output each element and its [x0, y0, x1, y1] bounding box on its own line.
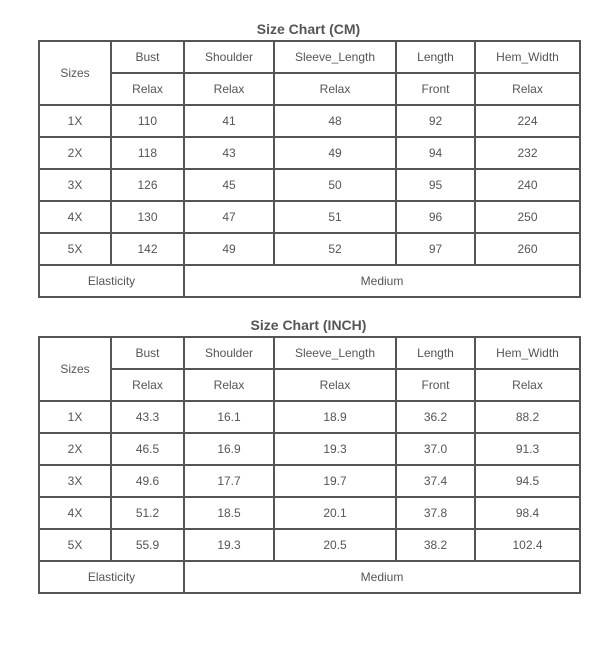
- table-row: [39, 105, 580, 137]
- sleeve-length-cell: 49: [274, 137, 396, 169]
- length-cell: 94: [396, 137, 475, 169]
- length-cell: 37.8: [396, 497, 475, 529]
- bust-subheader: Relax: [111, 73, 184, 105]
- size-cell: 1X: [39, 105, 111, 137]
- shoulder-cell: 41: [184, 105, 274, 137]
- bust-subheader: Relax: [111, 369, 184, 401]
- bust-header: Bust: [111, 41, 184, 73]
- hem-width-cell: 232: [475, 137, 580, 169]
- size-chart-inch: [38, 314, 579, 594]
- sleeve-length-cell: 51: [274, 201, 396, 233]
- size-cell: 2X: [39, 433, 111, 465]
- shoulder-cell: 17.7: [184, 465, 274, 497]
- length-subheader: Front: [396, 73, 475, 105]
- size-cell: 5X: [39, 529, 111, 561]
- length-cell: 92: [396, 105, 475, 137]
- size-cell: 5X: [39, 233, 111, 265]
- sleeve-length-cell: 20.5: [274, 529, 396, 561]
- size-cell: 2X: [39, 137, 111, 169]
- length-header: Length: [396, 41, 475, 73]
- hem-width-cell: 250: [475, 201, 580, 233]
- hem-width-cell: 102.4: [475, 529, 580, 561]
- elasticity-value: Medium: [184, 561, 580, 593]
- shoulder-cell: 43: [184, 137, 274, 169]
- hem-width-cell: 260: [475, 233, 580, 265]
- sizes-header: Sizes: [39, 41, 111, 105]
- header-row: [39, 337, 580, 369]
- sleeve-length-subheader: Relax: [274, 73, 396, 105]
- elasticity-row: [39, 265, 580, 297]
- bust-cell: 126: [111, 169, 184, 201]
- table-row: [39, 497, 580, 529]
- size-cell: 3X: [39, 169, 111, 201]
- bust-cell: 118: [111, 137, 184, 169]
- bust-cell: 46.5: [111, 433, 184, 465]
- sleeve-length-cell: 52: [274, 233, 396, 265]
- size-cell: 4X: [39, 497, 111, 529]
- length-cell: 96: [396, 201, 475, 233]
- bust-header: Bust: [111, 337, 184, 369]
- hem-width-header: Hem_Width: [475, 41, 580, 73]
- hem-width-cell: 88.2: [475, 401, 580, 433]
- shoulder-cell: 16.9: [184, 433, 274, 465]
- size-chart-cm: [38, 18, 579, 298]
- sleeve-length-cell: 20.1: [274, 497, 396, 529]
- hem-width-header: Hem_Width: [475, 337, 580, 369]
- length-header: Length: [396, 337, 475, 369]
- hem-width-cell: 91.3: [475, 433, 580, 465]
- size-cell: 4X: [39, 201, 111, 233]
- elasticity-row: [39, 561, 580, 593]
- bust-cell: 130: [111, 201, 184, 233]
- sleeve-length-cell: 18.9: [274, 401, 396, 433]
- size-cell: 1X: [39, 401, 111, 433]
- chart-title-inch: Size Chart (INCH): [250, 317, 367, 333]
- bust-cell: 49.6: [111, 465, 184, 497]
- bust-cell: 51.2: [111, 497, 184, 529]
- sleeve-length-cell: 48: [274, 105, 396, 137]
- length-cell: 38.2: [396, 529, 475, 561]
- sleeve-length-cell: 19.7: [274, 465, 396, 497]
- table-row: [39, 433, 580, 465]
- length-cell: 97: [396, 233, 475, 265]
- table-row: [39, 401, 580, 433]
- elasticity-value: Medium: [184, 265, 580, 297]
- header-row: [39, 41, 580, 73]
- size-table-cm: [38, 40, 581, 298]
- hem-width-cell: 240: [475, 169, 580, 201]
- bust-cell: 55.9: [111, 529, 184, 561]
- length-cell: 37.4: [396, 465, 475, 497]
- table-row: [39, 169, 580, 201]
- table-row: [39, 529, 580, 561]
- sizes-header: Sizes: [39, 337, 111, 401]
- shoulder-cell: 45: [184, 169, 274, 201]
- shoulder-cell: 49: [184, 233, 274, 265]
- shoulder-cell: 47: [184, 201, 274, 233]
- table-row: [39, 137, 580, 169]
- elasticity-label: Elasticity: [39, 265, 184, 297]
- table-row: [39, 201, 580, 233]
- shoulder-cell: 19.3: [184, 529, 274, 561]
- table-row: [39, 465, 580, 497]
- shoulder-cell: 16.1: [184, 401, 274, 433]
- subheader-row: [39, 369, 580, 401]
- subheader-row: [39, 73, 580, 105]
- sleeve-length-cell: 50: [274, 169, 396, 201]
- length-cell: 36.2: [396, 401, 475, 433]
- length-cell: 37.0: [396, 433, 475, 465]
- hem-width-subheader: Relax: [475, 369, 580, 401]
- shoulder-subheader: Relax: [184, 369, 274, 401]
- sleeve-length-header: Sleeve_Length: [274, 337, 396, 369]
- table-row: [39, 233, 580, 265]
- shoulder-header: Shoulder: [184, 41, 274, 73]
- hem-width-cell: 224: [475, 105, 580, 137]
- sleeve-length-subheader: Relax: [274, 369, 396, 401]
- size-cell: 3X: [39, 465, 111, 497]
- shoulder-cell: 18.5: [184, 497, 274, 529]
- size-table-inch: [38, 336, 581, 594]
- hem-width-subheader: Relax: [475, 73, 580, 105]
- bust-cell: 142: [111, 233, 184, 265]
- sleeve-length-cell: 19.3: [274, 433, 396, 465]
- length-subheader: Front: [396, 369, 475, 401]
- elasticity-label: Elasticity: [39, 561, 184, 593]
- hem-width-cell: 94.5: [475, 465, 580, 497]
- shoulder-header: Shoulder: [184, 337, 274, 369]
- bust-cell: 110: [111, 105, 184, 137]
- bust-cell: 43.3: [111, 401, 184, 433]
- hem-width-cell: 98.4: [475, 497, 580, 529]
- length-cell: 95: [396, 169, 475, 201]
- sleeve-length-header: Sleeve_Length: [274, 41, 396, 73]
- chart-title-cm: Size Chart (CM): [256, 21, 361, 37]
- shoulder-subheader: Relax: [184, 73, 274, 105]
